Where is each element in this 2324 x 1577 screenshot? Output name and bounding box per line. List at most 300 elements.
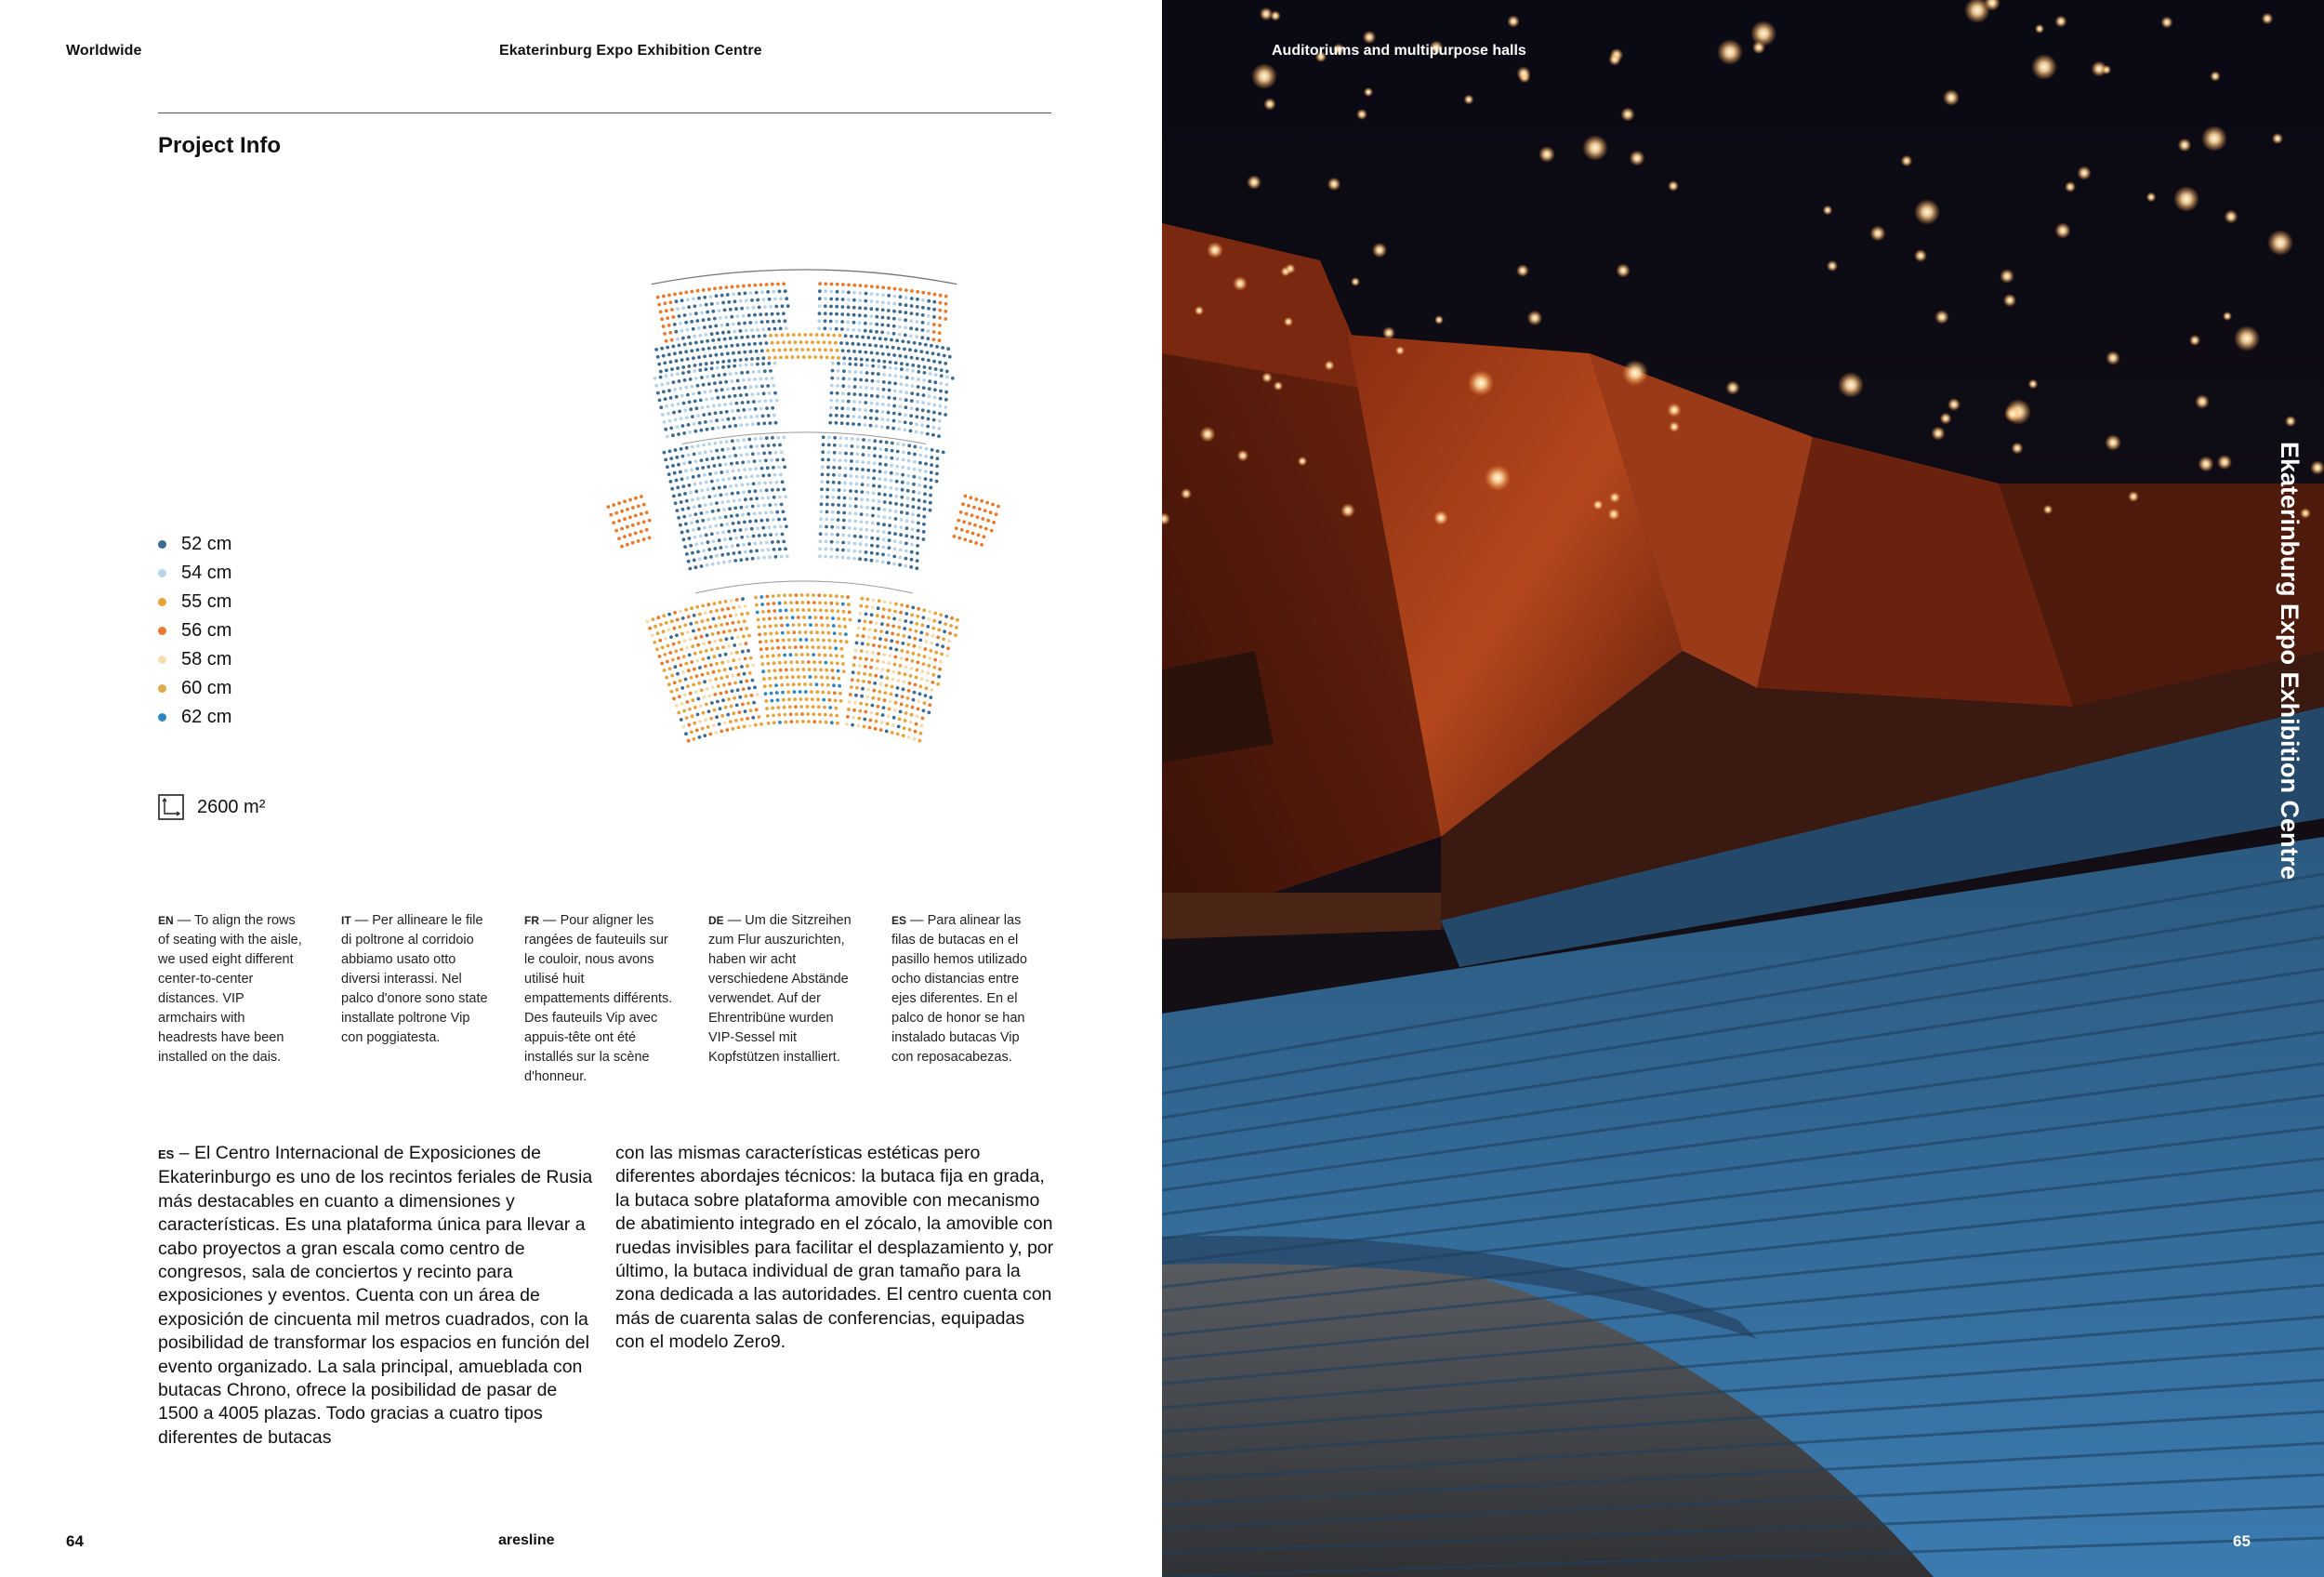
seat-dot	[728, 560, 732, 563]
seat-dot	[681, 484, 685, 488]
seat-dot	[911, 520, 915, 523]
page-number-right: 65	[2233, 1532, 2251, 1550]
seat-dot	[862, 445, 865, 449]
seat-dot	[854, 505, 858, 509]
seat-dot	[701, 604, 705, 608]
ceiling-light	[1609, 492, 1620, 503]
seat-dot	[609, 513, 613, 517]
seat-dot	[860, 497, 864, 501]
seat-dot	[893, 390, 897, 393]
seat-dot	[910, 356, 914, 360]
seat-dot	[718, 309, 721, 312]
seat-dot	[869, 307, 873, 311]
seat-dot	[920, 431, 924, 435]
seat-dot	[634, 514, 638, 518]
seat-dot	[896, 457, 900, 461]
seat-dot	[711, 427, 715, 431]
seat-dot	[910, 297, 914, 300]
seat-dot	[751, 557, 755, 561]
seat-dot	[767, 669, 771, 673]
seat-dot	[907, 735, 911, 739]
seat-dot	[918, 461, 922, 465]
ceiling-light	[1434, 315, 1444, 325]
ceiling-light	[1622, 360, 1648, 386]
seat-dot	[768, 677, 772, 681]
seat-dot	[753, 378, 757, 381]
seat-dot	[889, 361, 892, 364]
seat-dot	[878, 697, 881, 701]
seat-dot	[927, 329, 931, 333]
seat-dot	[753, 284, 757, 287]
seat-dot	[656, 616, 660, 619]
seat-dot	[944, 622, 947, 626]
seat-dot	[841, 391, 845, 395]
seat-dot	[739, 393, 743, 397]
seat-dot	[772, 721, 776, 724]
seat-dot	[737, 673, 741, 677]
ceiling-light	[1914, 249, 1927, 262]
seat-dot	[742, 378, 746, 382]
legend-item	[158, 645, 231, 674]
seat-dot	[868, 726, 872, 730]
seat-dot	[847, 708, 851, 711]
seat-dot	[900, 375, 904, 378]
seat-dot	[746, 483, 750, 486]
seat-dot	[760, 603, 764, 606]
seat-dot	[806, 705, 810, 709]
seat-dot	[776, 341, 780, 345]
seat-dot	[709, 390, 713, 393]
seat-dot	[726, 293, 730, 297]
seat-dot	[916, 544, 919, 548]
seat-dot	[687, 507, 691, 510]
seat-dot	[705, 362, 708, 365]
seat-dot	[916, 559, 919, 563]
seat-dot	[928, 387, 931, 391]
seat-dot	[769, 369, 772, 373]
seat-dot	[836, 391, 839, 395]
seat-dot	[766, 603, 770, 606]
seat-dot	[882, 653, 886, 656]
seat-dot	[694, 565, 698, 569]
seat-dot	[896, 443, 900, 446]
seat-dot	[932, 411, 936, 415]
seat-dot	[704, 420, 707, 424]
seat-dot	[930, 688, 933, 692]
seat-dot	[688, 484, 692, 487]
seat-dot	[921, 328, 925, 332]
seat-dot	[705, 398, 708, 402]
seat-dot	[916, 615, 919, 618]
note-lang: EN	[158, 914, 174, 927]
seat-dot	[665, 309, 668, 312]
seat-dot	[749, 656, 753, 660]
seat-dot	[763, 482, 767, 485]
seat-dot	[842, 362, 846, 365]
seat-dot	[901, 488, 905, 492]
seat-dot	[676, 307, 680, 311]
seat-dot	[906, 643, 910, 646]
seat-dot	[848, 385, 852, 389]
seat-dot	[720, 523, 723, 527]
seat-dot	[835, 327, 838, 331]
seat-dot	[680, 394, 684, 398]
seat-dot	[689, 342, 693, 346]
seat-dot	[732, 658, 735, 662]
seat-dot	[938, 668, 942, 671]
seat-dot	[905, 391, 908, 394]
seat-dot	[745, 298, 748, 302]
seat-dot	[759, 647, 763, 651]
seat-dot	[882, 515, 886, 519]
seat-dot	[875, 315, 878, 319]
seat-dot	[921, 408, 925, 412]
seat-dot	[857, 671, 861, 675]
seat-dot	[888, 516, 891, 520]
seat-dot	[720, 546, 723, 550]
seat-dot	[764, 692, 768, 696]
seat-dot	[733, 476, 737, 480]
seat-dot	[785, 355, 788, 359]
seat-dot	[818, 304, 822, 308]
seat-dot	[631, 506, 635, 510]
seat-dot	[836, 349, 839, 352]
seat-dot	[966, 530, 970, 534]
seat-dot	[863, 343, 866, 347]
seat-dot	[858, 664, 862, 668]
ceiling-light	[1382, 326, 1395, 339]
seat-dot	[626, 508, 629, 511]
seat-dot	[847, 284, 851, 287]
seat-dot	[677, 656, 680, 660]
seat-dot	[680, 664, 683, 668]
seat-dot	[686, 328, 690, 332]
seat-dot	[898, 718, 902, 722]
seat-dot	[623, 535, 627, 538]
seat-dot	[724, 515, 728, 519]
seat-dot	[677, 403, 680, 406]
seat-dot	[734, 666, 738, 669]
seat-dot	[893, 539, 897, 543]
seat-dot	[900, 703, 904, 707]
seat-dot	[875, 424, 878, 428]
seat-dot	[871, 379, 875, 383]
seat-dot	[746, 717, 749, 721]
seat-dot	[727, 417, 731, 421]
seat-dot	[747, 284, 751, 287]
seat-dot	[677, 432, 680, 436]
ceiling-light	[1233, 276, 1248, 291]
seat-dot	[689, 544, 693, 548]
seat-dot	[867, 439, 871, 443]
seat-dot	[853, 385, 857, 389]
seat-dot	[717, 562, 720, 565]
seat-dot	[884, 456, 888, 459]
seat-dot	[903, 680, 906, 683]
seat-dot	[860, 505, 864, 509]
seat-dot	[824, 282, 827, 285]
seat-dot	[698, 613, 702, 616]
seat-dot	[772, 290, 775, 294]
seat-dot	[894, 367, 898, 371]
seat-dot	[756, 328, 759, 332]
seat-dot	[842, 369, 846, 373]
seat-dot	[761, 610, 765, 614]
seat-dot	[765, 341, 769, 345]
seat-dot	[904, 420, 907, 424]
seat-dot	[929, 486, 932, 490]
seat-dot	[774, 334, 778, 338]
seat-dot	[668, 449, 672, 453]
seat-dot	[670, 338, 674, 342]
seat-dot	[825, 503, 829, 507]
seat-dot	[849, 618, 852, 622]
seat-dot	[950, 616, 954, 620]
seat-dot	[762, 391, 766, 395]
seat-dot	[710, 532, 714, 536]
seat-dot	[840, 655, 844, 658]
seat-dot	[777, 594, 781, 598]
seat-dot	[669, 396, 673, 400]
seat-dot	[881, 285, 885, 289]
seat-dot	[747, 542, 751, 546]
seat-dot	[865, 657, 868, 661]
seat-dot	[659, 370, 663, 374]
seat-dot	[969, 539, 972, 543]
seat-dot	[821, 465, 825, 469]
seat-dot	[858, 619, 862, 623]
seat-dot	[676, 509, 680, 512]
seat-dot	[795, 593, 799, 597]
seat-dot	[891, 625, 895, 629]
seat-dot	[931, 433, 935, 437]
seat-dot	[827, 631, 831, 635]
seat-dot	[757, 422, 760, 426]
seat-dot	[885, 730, 889, 734]
seat-dot	[854, 694, 858, 697]
ceiling-light	[1750, 20, 1776, 46]
seat-dot	[914, 683, 918, 687]
seat-dot	[773, 676, 777, 680]
seat-dot	[784, 602, 787, 605]
seat-dot	[754, 519, 758, 523]
seat-dot	[815, 333, 819, 337]
seat-dot	[706, 563, 709, 567]
seat-dot	[786, 623, 789, 627]
seat-dot	[894, 495, 898, 498]
seat-dot	[830, 391, 834, 395]
seat-dot	[814, 675, 818, 679]
seat-dot	[758, 715, 761, 719]
seat-dot	[875, 667, 878, 670]
seat-dot	[840, 406, 844, 410]
seat-dot	[744, 709, 747, 713]
seat-dot	[778, 496, 782, 499]
seat-dot	[818, 660, 822, 664]
seat-dot	[934, 373, 938, 377]
seat-dot	[740, 423, 744, 427]
note-lang: FR	[524, 914, 539, 927]
seat-dot	[751, 422, 755, 426]
seat-dot	[870, 658, 874, 662]
seat-dot	[719, 639, 722, 643]
seat-dot	[656, 631, 660, 635]
seat-dot	[819, 608, 823, 612]
seat-dot	[761, 327, 765, 331]
seat-dot	[855, 460, 859, 464]
seat-dot	[840, 421, 844, 425]
seat-dot	[720, 623, 723, 627]
seat-dot	[859, 656, 863, 660]
seat-dot	[680, 358, 684, 362]
seat-dot	[670, 404, 674, 407]
seat-dot	[807, 348, 811, 351]
seat-dot	[733, 394, 737, 398]
seat-dot	[841, 549, 845, 552]
ceiling-light	[1516, 66, 1530, 80]
seat-dot	[844, 444, 848, 448]
seat-dot	[723, 485, 727, 489]
seat-dot	[767, 362, 771, 365]
seat-dot	[676, 338, 680, 341]
seat-dot	[902, 458, 905, 462]
seat-dot	[963, 537, 967, 541]
seat-dot	[679, 523, 682, 527]
seat-dot	[878, 499, 881, 503]
seat-dot	[820, 616, 824, 619]
seat-dot	[896, 686, 900, 690]
seat-dot	[672, 643, 676, 646]
seat-dot	[912, 652, 916, 656]
seat-dot	[977, 533, 981, 537]
seat-dot	[752, 335, 756, 338]
seat-dot	[693, 400, 697, 404]
seat-dot	[719, 601, 722, 604]
seat-dot	[865, 506, 869, 510]
seat-dot	[667, 353, 671, 357]
seat-dot	[713, 464, 717, 468]
seat-dot	[790, 608, 794, 612]
seat-dot	[917, 385, 920, 389]
seat-dot	[779, 327, 783, 331]
seat-dot	[941, 644, 944, 648]
seat-dot	[727, 447, 731, 451]
seat-dot	[754, 407, 758, 411]
seat-dot	[840, 327, 844, 331]
seat-dot	[715, 554, 719, 558]
seat-dot	[747, 313, 751, 317]
seat-dot	[878, 690, 882, 694]
seat-dot	[918, 342, 922, 346]
seat-dot	[905, 383, 909, 387]
seat-dot	[909, 414, 913, 417]
seat-dot	[869, 314, 873, 318]
seat-dot	[718, 486, 721, 490]
seat-dot	[852, 313, 856, 317]
seat-dot	[742, 408, 746, 412]
seat-dot	[777, 466, 781, 470]
seat-dot	[866, 598, 870, 602]
seat-dot	[759, 378, 762, 381]
seat-dot	[732, 621, 735, 625]
seat-dot	[707, 287, 711, 291]
seat-dot	[715, 294, 719, 298]
seat-dot	[781, 631, 785, 635]
seat-dot	[808, 616, 812, 619]
seat-dot	[902, 734, 905, 737]
seat-dot	[769, 533, 772, 537]
seat-dot	[714, 411, 718, 415]
seat-dot	[864, 351, 867, 354]
seat-dot	[628, 515, 632, 519]
brand-name: aresline	[498, 1532, 555, 1548]
seat-dot	[865, 285, 868, 288]
seat-dot	[811, 638, 814, 642]
seat-dot	[923, 655, 927, 658]
seat-dot	[909, 565, 913, 569]
seat-dot	[685, 416, 689, 419]
seat-dot	[895, 641, 899, 644]
seat-dot	[842, 519, 846, 523]
seat-dot	[829, 555, 833, 559]
seat-dot	[770, 399, 773, 403]
seat-dot	[985, 501, 989, 505]
seat-dot	[727, 359, 731, 363]
seat-dot	[735, 704, 739, 708]
seat-dot	[848, 370, 852, 374]
seat-dot	[933, 293, 937, 297]
seat-dot	[866, 476, 870, 480]
seat-dot	[867, 454, 871, 457]
seat-dot	[857, 717, 861, 721]
seat-dot	[718, 374, 721, 378]
seat-dot	[705, 649, 708, 653]
seat-dot	[888, 389, 891, 392]
seat-dot	[662, 354, 666, 358]
seat-dot	[732, 351, 735, 355]
seat-dot	[687, 423, 691, 427]
seat-dot	[769, 625, 772, 629]
seat-dot	[830, 548, 834, 551]
seat-dot	[881, 316, 885, 320]
seat-dot	[797, 675, 800, 679]
seat-dot	[829, 298, 833, 301]
seat-dot	[943, 629, 946, 633]
seat-dot	[830, 602, 834, 605]
seat-dot	[888, 538, 891, 542]
seat-dot	[927, 402, 931, 405]
seat-dot	[729, 402, 733, 405]
legend-dot	[158, 713, 166, 722]
note-de: DE — Um die Sitzreihen zum Flur auszurichten, haben wir acht verschiedene Abstände verwendet. Auf der Ehrentribüne wurden VIP-Sessel mit Kopfstützen installiert.	[708, 913, 852, 1065]
seat-dot	[741, 513, 745, 517]
legend-label: 60 cm	[181, 678, 232, 698]
body-lang: ES	[158, 1147, 175, 1161]
seat-dot	[855, 483, 859, 486]
seat-dot	[879, 440, 883, 444]
seat-dot	[825, 540, 828, 544]
seat-dot	[696, 713, 700, 717]
seat-dot	[846, 415, 850, 418]
seat-dot	[758, 335, 761, 338]
seat-dot	[748, 468, 752, 471]
seat-dot	[733, 629, 737, 632]
seat-dot	[848, 700, 852, 704]
seat-dot	[854, 648, 858, 652]
seat-dot	[826, 624, 830, 628]
seat-dot	[772, 466, 775, 470]
seat-dot	[775, 631, 779, 635]
